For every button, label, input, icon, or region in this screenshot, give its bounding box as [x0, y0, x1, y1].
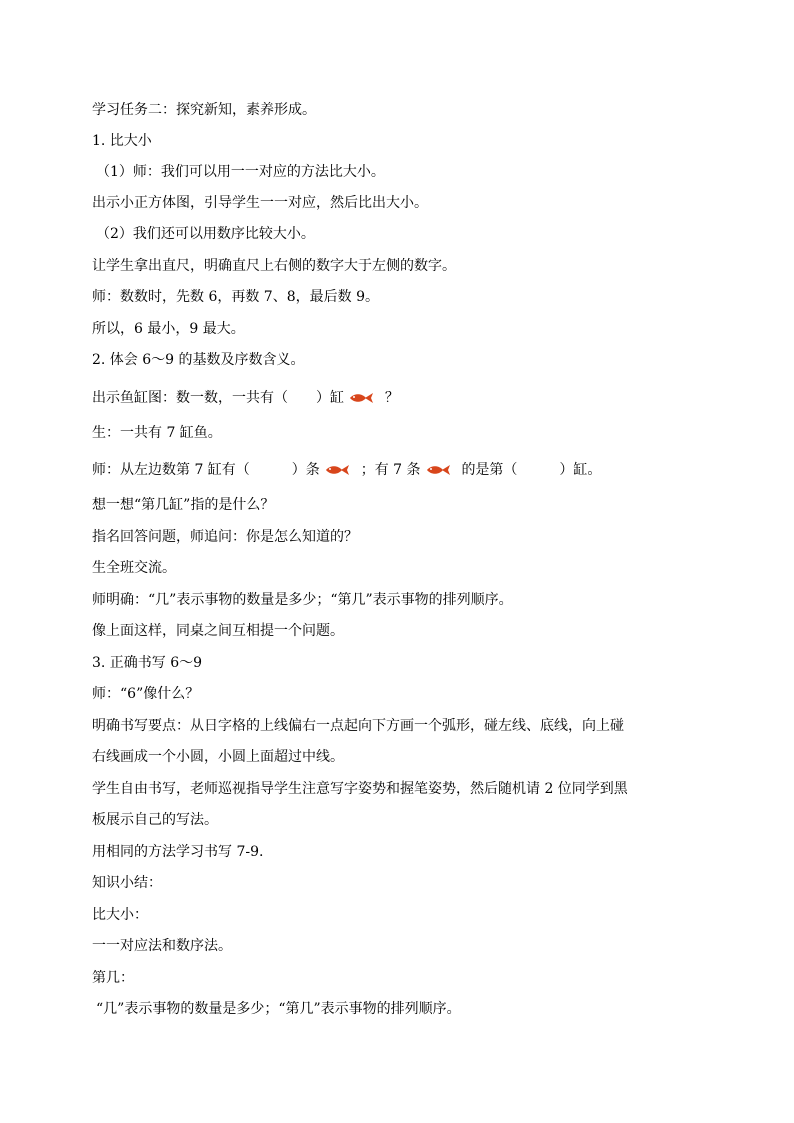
paragraph: 生：一共有 7 缸鱼。 — [92, 425, 222, 441]
paragraph: 师：数数时，先数 6，再数 7、8，最后数 9。 — [92, 289, 379, 305]
paragraph: 板展示自己的写法。 — [92, 812, 218, 828]
question-text: 出示鱼缸图：数一数，一共有（ ）缸 — [92, 390, 344, 406]
paragraph: 像上面这样，同桌之间互相提一个问题。 — [92, 623, 344, 639]
paragraph: （1）师：我们可以用一一对应的方法比大小。 — [96, 164, 385, 180]
question-text: ；有 7 条 — [360, 462, 421, 478]
paragraph: 生全班交流。 — [92, 560, 176, 576]
paragraph: 出示小正方体图，引导学生一一对应，然后比出大小。 — [92, 195, 428, 211]
question-line — [92, 389, 399, 407]
paragraph: 用相同的方法学习书写 7-9. — [92, 844, 264, 860]
fish-icon — [324, 464, 350, 476]
fish-icon — [348, 392, 374, 404]
summary-heading: 知识小结： — [92, 875, 162, 891]
summary-line: 一一对应法和数序法。 — [92, 938, 232, 954]
paragraph: 明确书写要点：从日字格的上线偏右一点起向下方画一个弧形，碰左线、底线，向上碰 — [92, 718, 624, 734]
section1-heading: 1. 比大小 — [92, 133, 152, 149]
question-text: 师：从左边数第 7 缸有（ ）条 — [92, 462, 320, 478]
paragraph: 学生自由书写，老师巡视指导学生注意写字姿势和握笔姿势，然后随机请 2 位同学到黑 — [92, 781, 628, 797]
section2-heading: 2. 体会 6～9 的基数及序数含义。 — [92, 352, 305, 368]
fish-icon — [425, 464, 451, 476]
summary-line: “几”表示事物的数量是多少；“第几”表示事物的排列顺序。 — [96, 1001, 461, 1017]
paragraph: 师：“6”像什么？ — [92, 686, 200, 702]
summary-line: 比大小： — [92, 907, 148, 923]
paragraph: 指名回答问题，师追问：你是怎么知道的？ — [92, 529, 358, 545]
question-mark: ？ — [384, 390, 399, 406]
paragraph: 师明确：“几”表示事物的数量是多少；“第几”表示事物的排列顺序。 — [92, 592, 513, 608]
paragraph: （2）我们还可以用数序比较大小。 — [96, 226, 315, 242]
question-text: 的是第（ ）缸。 — [461, 462, 602, 478]
paragraph: 让学生拿出直尺，明确直尺上右侧的数字大于左侧的数字。 — [92, 258, 456, 274]
section3-heading: 3. 正确书写 6～9 — [92, 655, 203, 671]
paragraph: 想一想“第几缸”指的是什么？ — [92, 497, 275, 513]
summary-line: 第几： — [92, 970, 134, 986]
task-heading: 学习任务二：探究新知，素养形成。 — [92, 102, 316, 118]
paragraph: 所以，6 最小，9 最大。 — [92, 321, 245, 337]
paragraph: 右线画成一个小圆，小圆上面超过中线。 — [92, 749, 344, 765]
question-line — [92, 461, 601, 479]
